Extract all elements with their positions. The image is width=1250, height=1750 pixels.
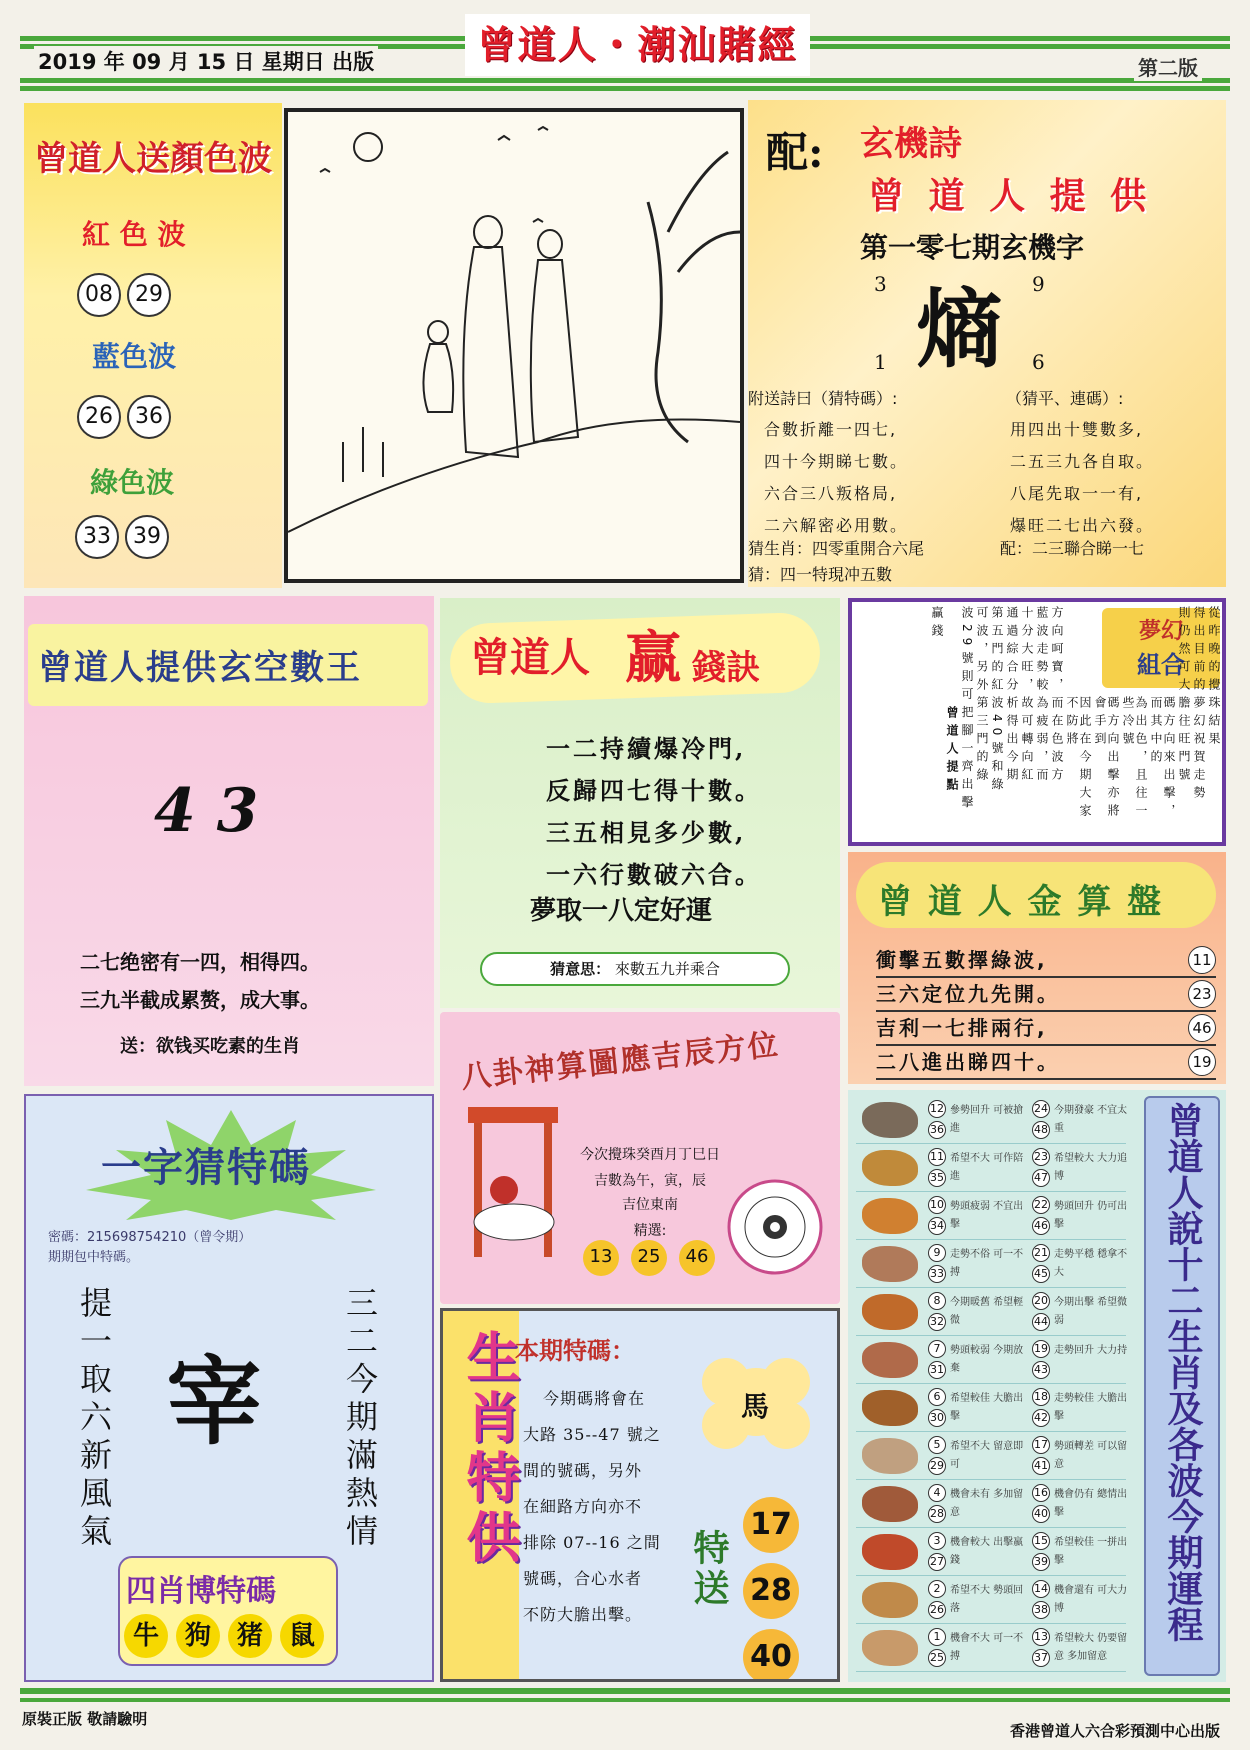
- zodiac-nums-a: [928, 1628, 946, 1667]
- poem-line: 六合三八叛格局,: [764, 484, 898, 503]
- column-text: 為出色，且往一些冷號: [1121, 696, 1148, 822]
- dog-icon: [862, 1582, 918, 1618]
- zodiac-nums-b: [1032, 1628, 1050, 1667]
- special-code-panel: [440, 1308, 840, 1682]
- zodiac-pick: 狗: [176, 1614, 220, 1658]
- column-text: 波29號則可把腳一齊出擊: [960, 606, 974, 814]
- footer-stripe: [20, 1688, 1230, 1694]
- poem-line: 二六解密必用數。: [764, 516, 909, 535]
- zodiac-nums-b: [1032, 1196, 1050, 1235]
- zodiac-fortune-text: 走勢回升 大力持: [1054, 1345, 1128, 1356]
- zodiac-number: 8: [928, 1292, 946, 1310]
- zodiac-fortune-text: 機會仍有 總情出擊: [1054, 1489, 1128, 1518]
- issue-title: 第一零七期玄機字: [860, 231, 1085, 264]
- zodiac-number: 19: [1032, 1340, 1050, 1358]
- zodiac-number: 22: [1032, 1196, 1050, 1214]
- zodiac-fortune-text: 走勢不俗 可一不搏: [950, 1249, 1024, 1278]
- zodiac-row: [856, 1432, 1126, 1480]
- zodiac-nums-b: [1032, 1292, 1050, 1331]
- zodiac-row: [856, 1144, 1126, 1192]
- abacus-text: 三六定位九先開。: [876, 982, 1060, 1006]
- zodiac-pick: 猪: [228, 1614, 272, 1658]
- poem-line: 二五三九各自取。: [1010, 452, 1155, 471]
- rat-icon: [862, 1102, 918, 1138]
- special-body: [523, 1381, 661, 1633]
- zodiac-number: 42: [1032, 1409, 1050, 1427]
- zodiac-nums-a: [928, 1388, 946, 1427]
- zodiac-number: 28: [928, 1505, 946, 1523]
- zodiac-row: [856, 1096, 1126, 1144]
- zodiac-fortune-text: 走勢較佳 大膽出擊: [1054, 1393, 1128, 1422]
- zodiac-nums-b: [1032, 1100, 1050, 1139]
- abacus-text: 衝擊五數擇綠波,: [876, 948, 1048, 972]
- code-note: 期期包中特碼。: [48, 1250, 140, 1265]
- zodiac-row: [856, 1384, 1126, 1432]
- one-char-panel: [24, 1094, 434, 1682]
- green-wave-balls: [72, 515, 172, 559]
- zodiac-side-title: 曾道人說十二生肖及各波今期運程: [1162, 1102, 1203, 1642]
- color-wave-heading: 曾道人送顏色波: [34, 139, 272, 179]
- zodiac-number: 21: [1032, 1244, 1050, 1262]
- code-label: 密碼：215698754210（曾令期）: [48, 1230, 252, 1245]
- blue-wave-balls: [74, 395, 174, 439]
- publish-date: 2019 年 09 月 15 日 星期日 出版: [34, 46, 378, 76]
- win-poem-line: 三五相見多少數,: [546, 818, 747, 847]
- dream-combo-panel: [848, 598, 1226, 846]
- zodiac-number: 10: [928, 1196, 946, 1214]
- picks-label: 精選:: [633, 1223, 667, 1239]
- zodiac-number: 24: [1032, 1100, 1050, 1118]
- abacus-number: 19: [1188, 1048, 1216, 1076]
- zodiac-number: 17: [1032, 1436, 1050, 1454]
- dream-combo-columns: [854, 606, 1220, 836]
- zodiac-fortune-text: 今期暖舊 希望輕微: [950, 1297, 1024, 1326]
- abacus-row: [876, 1046, 1216, 1080]
- zodiac-number: 3: [928, 1532, 946, 1550]
- blue-wave-label: 藍色波: [92, 340, 177, 373]
- pig-icon: [862, 1630, 918, 1666]
- special-number: 28: [743, 1563, 799, 1619]
- red-ball: 08: [77, 273, 121, 317]
- win-secret-panel: [440, 598, 840, 1008]
- rooster-icon: [862, 1534, 918, 1570]
- bagua-heading: 八卦神算圖應吉辰方位: [459, 1027, 782, 1096]
- zodiac-number: 27: [928, 1553, 946, 1571]
- zodiac-fortune-text: 機會還有 可大力博: [1054, 1585, 1128, 1614]
- green-ball: 33: [75, 515, 119, 559]
- zodiac-fortune-text: 走勢平穩 穩拿不大: [1054, 1249, 1128, 1278]
- poem-line: 用四出十雙數多,: [1010, 420, 1144, 439]
- zodiac-fortune-text: 勢頭轉差 可以留意: [1054, 1441, 1128, 1470]
- guess-text: 來數五九并乘合: [614, 960, 720, 978]
- zodiac-fortune-text: 機會較大 出擊嬴錢: [950, 1537, 1024, 1566]
- xuankong-panel: [24, 596, 434, 1086]
- column-text: 得出目前的夢幻祝賀走勢: [1192, 606, 1206, 804]
- zodiac-pick: 鼠: [280, 1614, 324, 1658]
- win-poem-line: 一六行數破六合。: [546, 860, 762, 889]
- special-line: 間的號碼，另外: [523, 1461, 643, 1480]
- zodiac-number: 15: [1032, 1532, 1050, 1550]
- poem-line: 爆旺二七出六發。: [1010, 516, 1155, 535]
- zodiac-nums-a: [928, 1580, 946, 1619]
- badge-line: 組合: [1137, 651, 1185, 679]
- column-text: 贏錢: [930, 606, 944, 642]
- special-number: 17: [743, 1497, 799, 1553]
- bagua-text: [580, 1144, 720, 1240]
- left-column-text: 提一取六新風氣: [75, 1286, 113, 1552]
- zodiac-number: 25: [928, 1649, 946, 1667]
- pei-line: 配：二三聯合睇一七: [1000, 539, 1145, 558]
- zodiac-number: 12: [928, 1100, 946, 1118]
- mystic-number: 3: [874, 272, 887, 296]
- zodiac-nums-a: [928, 1196, 946, 1235]
- zodiac-nums-b: [1032, 1484, 1050, 1523]
- zodiac-number: 29: [928, 1457, 946, 1475]
- masthead-title: 曾道人・潮汕賭經: [465, 14, 810, 76]
- zodiac-number: 2: [928, 1580, 946, 1598]
- zodiac-row: [856, 1576, 1126, 1624]
- zodiac-fortune-text: 希望較佳 一拼出擊: [1054, 1537, 1128, 1566]
- zodiac-number: 13: [1032, 1628, 1050, 1646]
- zodiac-fortune-panel: [848, 1090, 1226, 1682]
- guess-line: 猜：四一特現冲五數: [748, 565, 893, 584]
- poem-head-right: （猜平、連碼）:: [1006, 389, 1124, 408]
- bagua-panel: [440, 1012, 840, 1304]
- zodiac-number: 32: [928, 1313, 946, 1331]
- gold-abacus-panel: [848, 852, 1226, 1084]
- column-text: 因此在今期大家不防將: [1065, 696, 1092, 822]
- column-text: 藍波走勢較為疲弱，而: [1035, 606, 1049, 786]
- badge-line: 夢幻: [1138, 619, 1183, 644]
- one-character: 宰: [166, 1345, 262, 1458]
- zodiac-row: [856, 1240, 1126, 1288]
- zodiac-number: 23: [1032, 1148, 1050, 1166]
- column-text: 碼方向來出擊，而其中的: [1149, 696, 1176, 822]
- zodiac-fortune-text: 今期發豪 不宜太重: [1054, 1105, 1128, 1134]
- zodiac-number: 14: [1032, 1580, 1050, 1598]
- zodiac-number: 37: [1032, 1649, 1050, 1667]
- zodiac-number: 31: [928, 1361, 946, 1379]
- zodiac-number: 20: [1032, 1292, 1050, 1310]
- green-wave-label: 綠色波: [90, 466, 175, 499]
- win-heading-a: 曾道人: [470, 635, 590, 681]
- abacus-row: [876, 978, 1216, 1012]
- zodiac-number: 35: [928, 1169, 946, 1187]
- zodiac-fortune-text: 參勢回升 可被搶進: [950, 1105, 1024, 1134]
- zodiac-nums-a: [928, 1292, 946, 1331]
- zodiac-number: 18: [1032, 1388, 1050, 1406]
- zodiac-nums-b: [1032, 1436, 1050, 1475]
- special-line: 排除 07--16 之間: [523, 1533, 661, 1552]
- special-line: 大路 35--47 號之: [523, 1425, 661, 1444]
- zodiac-pick: 牛: [124, 1614, 168, 1658]
- zodiac-number: 26: [928, 1601, 946, 1619]
- pei-label: 配:: [766, 128, 824, 177]
- abacus-number: 46: [1188, 1014, 1216, 1042]
- goat-icon: [862, 1438, 918, 1474]
- column-text: 十分大旺，故可轉向紅: [1020, 606, 1034, 786]
- footer-right: 香港曾道人六合彩預測中心出版: [1009, 1722, 1220, 1740]
- special-line: 在細路方向亦不: [523, 1497, 643, 1516]
- xuankong-heading: 曾道人提供玄空數王: [38, 648, 362, 688]
- column-text: 可波，另外第三門的綠: [975, 606, 989, 786]
- zodiac-number: 5: [928, 1436, 946, 1454]
- zodiac-nums-b: [1032, 1388, 1050, 1427]
- abacus-row: [876, 944, 1216, 978]
- zodiac-number: 1: [928, 1628, 946, 1646]
- zodiac-fortune-text: 希望不大 可作陪進: [950, 1153, 1024, 1182]
- zodiac-number: 46: [1032, 1217, 1050, 1235]
- zodiac-row: [856, 1480, 1126, 1528]
- zodiac-number: 38: [1032, 1601, 1050, 1619]
- special-side-title: 生肖特供: [458, 1329, 521, 1569]
- bagua-line: 吉數為午，寅，辰: [594, 1173, 706, 1189]
- mystic-number: 9: [1032, 272, 1045, 296]
- poem-left: [764, 414, 908, 542]
- red-wave-label: 紅 色 波: [82, 218, 186, 251]
- zodiac-number: 40: [1032, 1505, 1050, 1523]
- mystic-poem-panel: [748, 100, 1226, 587]
- zodiac-number: 33: [928, 1265, 946, 1283]
- poem-line: 八尾先取一一有,: [1010, 484, 1144, 503]
- special-line: 今期碼將會在: [543, 1389, 646, 1408]
- special-numbers: [743, 1497, 799, 1682]
- zodiac-number: 11: [928, 1148, 946, 1166]
- zodiac-nums-a: [928, 1340, 946, 1379]
- special-line: 號碼，合心水者: [523, 1569, 643, 1588]
- poem-line: 四十今期睇七數。: [764, 452, 909, 471]
- zodiac-nums-a: [928, 1148, 946, 1187]
- edition-label: 第二版: [1134, 52, 1202, 81]
- mystic-character: 熵: [916, 279, 1002, 380]
- zodiac-fortune-text: 希望不大 勢頭回落: [950, 1585, 1024, 1614]
- zodiac-fortune-text: 希望較佳 大膽出擊: [950, 1393, 1024, 1422]
- xuankong-gift: 送：欲钱买吃素的生肖: [120, 1036, 300, 1057]
- handwritten-number: 4 3: [154, 776, 259, 846]
- special-number: 40: [743, 1629, 799, 1682]
- column-text: 則仍然可大膽往旺門號: [1177, 606, 1191, 786]
- blue-ball: 26: [77, 395, 121, 439]
- right-column-text: 三二今期滿熱情: [341, 1286, 379, 1552]
- win-heading-b: 赢: [625, 626, 681, 691]
- zodiac-number: 45: [1032, 1265, 1050, 1283]
- red-ball: 29: [127, 273, 171, 317]
- abacus-text: 二八進出睇四十。: [876, 1050, 1060, 1074]
- zodiac-number: 9: [928, 1244, 946, 1262]
- zodiac-number: 7: [928, 1340, 946, 1358]
- sage-and-child-illustration: [288, 112, 740, 579]
- zodiac-number: 16: [1032, 1484, 1050, 1502]
- xuankong-line2: 三九半截成累赘，成大事。: [80, 988, 320, 1012]
- poem-title: 玄機詩: [860, 124, 962, 164]
- win-poem: [546, 728, 762, 896]
- win-poem-line: 反歸四七得十數。: [546, 776, 762, 805]
- zodiac-nums-b: [1032, 1340, 1050, 1379]
- zodiac-number: 44: [1032, 1313, 1050, 1331]
- horse-icon: [862, 1390, 918, 1426]
- zodiac-number: 6: [928, 1388, 946, 1406]
- zodiac-number: 43: [1032, 1361, 1050, 1379]
- one-char-heading: 一字猜特碼: [101, 1145, 311, 1191]
- dream-line: 夢取一八定好運: [530, 896, 713, 926]
- column-text: 通過綜合分析得出今期: [1005, 606, 1019, 786]
- pick-ball: 13: [583, 1240, 619, 1276]
- pick-ball: 25: [631, 1240, 667, 1276]
- zodiac-fortune-text: 機會未有 多加留意: [950, 1489, 1024, 1518]
- abacus-rows: [876, 944, 1216, 1080]
- flower-character: 馬: [741, 1390, 770, 1423]
- zodiac-number: 4: [928, 1484, 946, 1502]
- zodiac-nums-b: [1032, 1580, 1050, 1619]
- pick-ball: 46: [679, 1240, 715, 1276]
- zodiac-nums-a: [928, 1100, 946, 1139]
- zodiac-fortune-text: 希望較大 仍要留意 多加留意: [1054, 1633, 1128, 1662]
- zodiac-fortune-text: 今期出擊 希望微弱: [1054, 1297, 1128, 1326]
- page-header: [20, 14, 1230, 94]
- bagua-compass-icon: [725, 1177, 825, 1277]
- zodiac-rows: [848, 1096, 1138, 1676]
- bagua-line: 今次攪珠癸酉月丁巳日: [580, 1147, 720, 1163]
- zodiac-row: [856, 1528, 1126, 1576]
- monkey-icon: [862, 1486, 918, 1522]
- guess-zodiac: 猜生肖：四零重開合六尾: [748, 539, 925, 558]
- win-heading-c: 錢訣: [692, 648, 760, 688]
- zodiac-fortune-text: 勢頭回升 仍可出擊: [1054, 1201, 1128, 1230]
- xuankong-line1: 二七绝密有一四，相得四。: [80, 950, 320, 974]
- abacus-heading: 曾 道 人 金 算 盤: [878, 882, 1164, 922]
- abacus-text: 吉利一七排兩行,: [876, 1016, 1048, 1040]
- send-label: 特送: [688, 1529, 729, 1609]
- column-text: 碼方向出擊亦將會手到: [1093, 696, 1120, 822]
- column-text: 方向呵寶，而在色波方: [1050, 606, 1064, 786]
- zodiac-row: [856, 1336, 1126, 1384]
- win-poem-line: 一二持續爆冷門,: [546, 734, 747, 763]
- column-text: 從昨晚的攪珠結果: [1207, 606, 1221, 750]
- snake-icon: [862, 1342, 918, 1378]
- special-heading: 本期特碼：: [515, 1337, 635, 1365]
- four-zodiac-list: [124, 1614, 324, 1658]
- zodiac-row: [856, 1288, 1126, 1336]
- footer-stripe: [20, 1698, 1230, 1702]
- zodiac-number: 47: [1032, 1169, 1050, 1187]
- bagua-picks: [580, 1240, 718, 1276]
- footer-left: 原裝正版 敬請驗明: [22, 1710, 148, 1728]
- zodiac-fortune-text: 希望較大 大力追博: [1054, 1153, 1128, 1182]
- tiger-icon: [862, 1198, 918, 1234]
- color-wave-panel: [24, 103, 282, 588]
- zodiac-fortune-text: 勢頭較弱 今期放棄: [950, 1345, 1024, 1374]
- zodiac-nums-b: [1032, 1532, 1050, 1571]
- win-guess-box: [480, 952, 790, 986]
- zodiac-number: 36: [928, 1121, 946, 1139]
- zodiac-number: 34: [928, 1217, 946, 1235]
- abacus-number: 11: [1188, 946, 1216, 974]
- abacus-row: [876, 1012, 1216, 1046]
- zodiac-number: 48: [1032, 1121, 1050, 1139]
- poem-right: [1010, 414, 1154, 542]
- zodiac-nums-b: [1032, 1148, 1050, 1187]
- guess-label: 猜意思：: [550, 960, 611, 978]
- zodiac-number: 30: [928, 1409, 946, 1427]
- zodiac-nums-b: [1032, 1244, 1050, 1283]
- archer-horse-icon: [444, 1102, 564, 1262]
- zodiac-nums-a: [928, 1244, 946, 1283]
- zodiac-nums-a: [928, 1484, 946, 1523]
- four-zodiac-title: 四肖博特碼: [126, 1574, 276, 1609]
- rabbit-icon: [862, 1246, 918, 1282]
- dream-combo-sign: 曾道人提點: [945, 706, 959, 796]
- abacus-number: 23: [1188, 980, 1216, 1008]
- zodiac-nums-a: [928, 1532, 946, 1571]
- zodiac-fortune-text: 機會不大 可一不搏: [950, 1633, 1024, 1662]
- special-line: 不防大膽出擊。: [523, 1605, 643, 1624]
- zodiac-row: [856, 1624, 1126, 1672]
- column-text: 第五門的紅波40號和綠: [990, 606, 1004, 796]
- ink-illustration: [284, 108, 744, 583]
- zodiac-fortune-text: 希望不大 留意即可: [950, 1441, 1024, 1470]
- green-ball: 39: [125, 515, 169, 559]
- zodiac-number: 39: [1032, 1553, 1050, 1571]
- dragon-icon: [862, 1294, 918, 1330]
- provider-label: 曾 道 人 提 供: [868, 176, 1153, 217]
- ox-icon: [862, 1150, 918, 1186]
- zodiac-fortune-text: 勢頭疲弱 不宜出擊: [950, 1201, 1024, 1230]
- zodiac-number: 41: [1032, 1457, 1050, 1475]
- mystic-number: 6: [1032, 350, 1045, 374]
- poem-head-left: 附送詩曰（猜特碼）:: [748, 389, 898, 408]
- blue-ball: 36: [127, 395, 171, 439]
- mystic-number: 1: [874, 350, 887, 374]
- red-wave-balls: [74, 273, 174, 317]
- zodiac-row: [856, 1192, 1126, 1240]
- zodiac-nums-a: [928, 1436, 946, 1475]
- bagua-line: 吉位東南: [622, 1197, 678, 1213]
- poem-line: 合數折離一四七,: [764, 420, 898, 439]
